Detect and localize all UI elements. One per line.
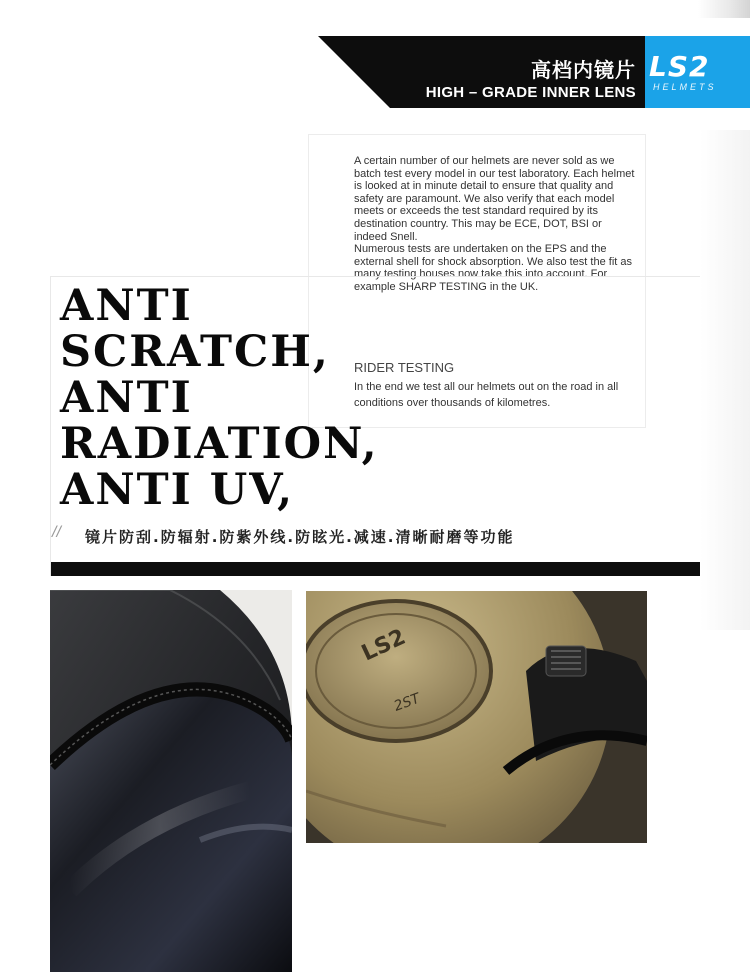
testing-paragraph-1: A certain number of our helmets are never sold as we batch test every model in our test laboratory. Each helmet is looked at in minute detail to ensure that quality and safety are paramount. We also verify that each model meets or exceeds the test standard required by its destination country. This may be ECE, DOT, BSI or indeed Snell. — [354, 155, 635, 243]
testing-paragraph — [354, 155, 636, 294]
right-edge-shade — [700, 130, 750, 630]
headline-line: ANTI UV, — [60, 465, 295, 515]
testing-paragraph-2: Numerous tests are undertaken on the EPS and the external shell for shock absorption. We also test the fit as many testing houses now take this into account. For example SHARP TESTING in the UK. — [354, 243, 632, 293]
rider-testing-title: RIDER TESTING — [354, 360, 455, 375]
brand-logo — [645, 36, 750, 108]
feature-bottom-bar — [51, 562, 700, 576]
headline-line: SCRATCH, — [60, 327, 330, 377]
feature-headline — [60, 283, 420, 513]
slash-mark: // — [52, 524, 61, 541]
visor-mechanism-photo — [306, 591, 647, 843]
headline-line: ANTI — [60, 373, 193, 423]
logo-text: LS2 — [649, 50, 710, 83]
headline-line: ANTI — [60, 281, 193, 331]
header-title-cn: 高档内镜片 — [531, 58, 636, 82]
helmet-visor-illustration — [50, 590, 292, 972]
badge-text-bottom: 2ST — [391, 690, 423, 715]
corner-shade — [698, 0, 750, 18]
header-title-en: HIGH – GRADE INNER LENS — [425, 84, 636, 101]
headline-line: RADIATION, — [60, 419, 379, 469]
rider-testing-text: In the end we test all our helmets out on the road in all conditions over thousands of kilometres. — [354, 381, 619, 409]
badge-text-top: LS2 — [357, 624, 410, 667]
visor-mechanism-illustration — [306, 591, 647, 843]
helmet-visor-photo — [50, 590, 292, 972]
features-cn: 镜片防刮.防辐射.防紫外线.防眩光.减速.清晰耐磨等功能 — [85, 528, 515, 546]
logo-subtext: HELMETS — [653, 82, 717, 92]
